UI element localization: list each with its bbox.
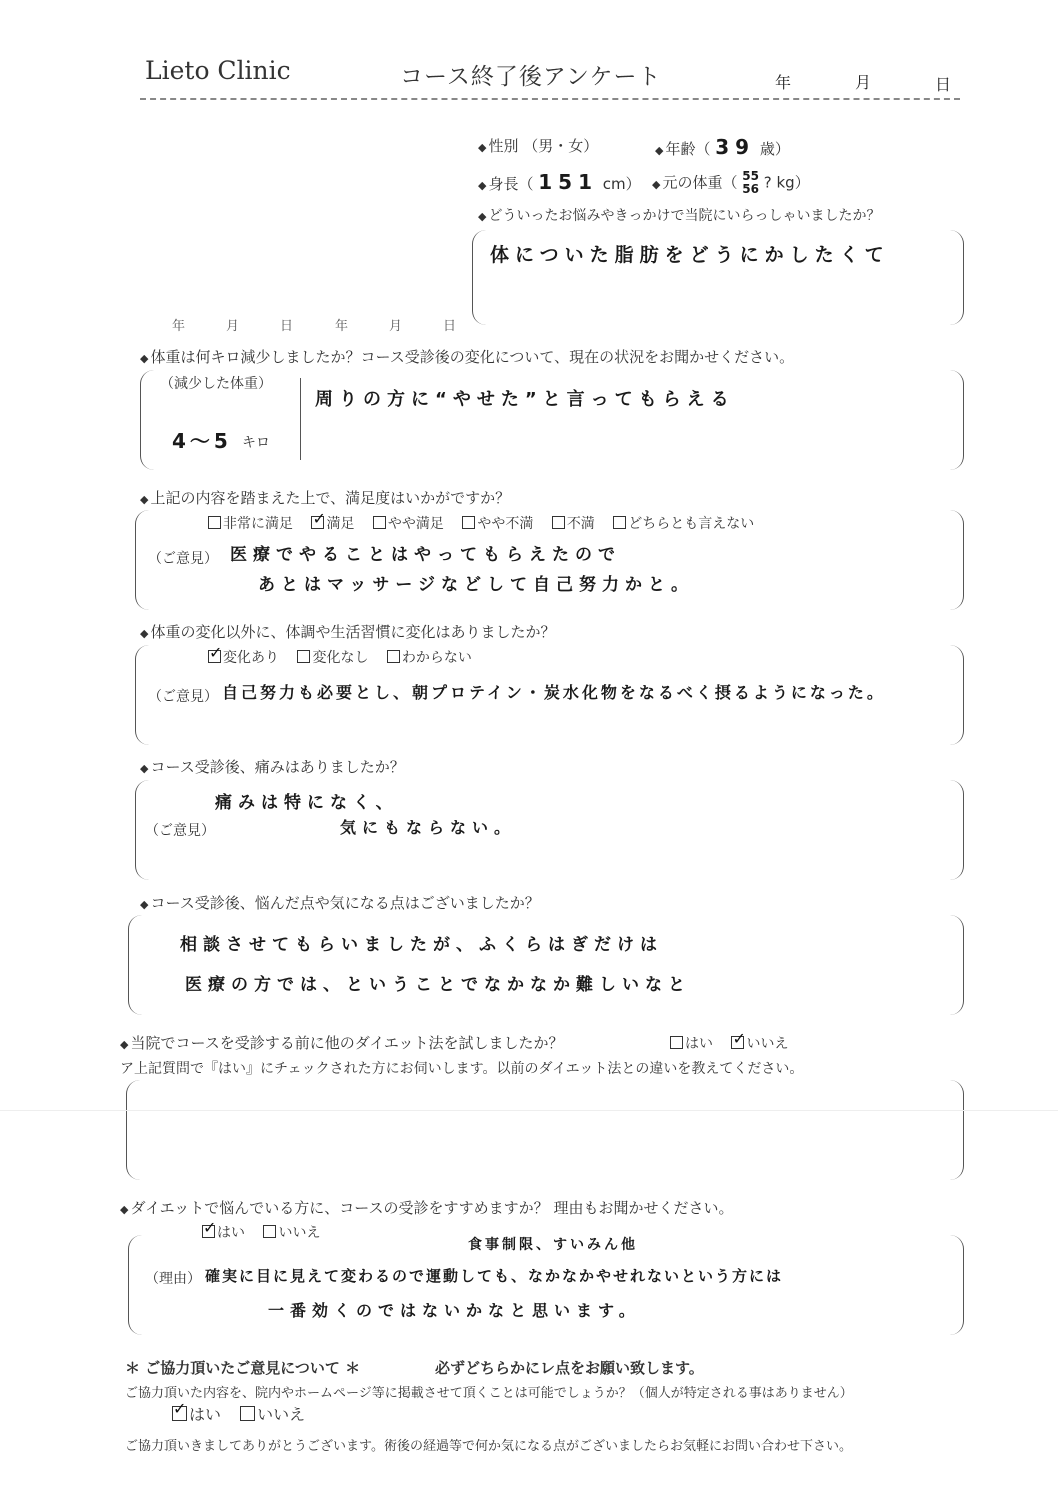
q1-question-text: 体重は何キロ減少しましたか？コース受診後の変化について、現在の状況をお聞かせください。 [150,348,795,366]
q6-option[interactable] [670,1036,713,1052]
footer-thanks: ご協力頂いきましてありがとうございます。術後の経過等で何か気になる点がございましたらお気軽にお問い合わせ下さい。 [125,1439,852,1454]
checkbox[interactable] [373,516,386,529]
q1-answer: 周りの方に“やせた”と言ってもらえる [315,389,735,410]
weight-value-a: 55 [742,169,759,183]
checkbox[interactable] [240,1406,255,1421]
diamond-icon: ◆ [478,179,487,192]
q7-reason-label: （理由） [145,1271,201,1287]
checkbox[interactable] [462,516,475,529]
reduced-weight-unit: キロ [242,435,270,451]
clinic-name: Lieto Clinic [145,56,291,85]
q6-sub-question: ア上記質問で『はい』にチェックされた方にお伺いします。以前のダイエット法との違いを教えてください。 [120,1061,804,1077]
photo-date-2: 年 月 日 [335,319,471,334]
q1-question [140,346,794,367]
checkbox-checked[interactable] [311,516,324,529]
height-label: 身長 [488,175,519,193]
q6-bracket-left [126,1080,145,1180]
q5-answer-line2: 医療の方では、ということでなかなか難しいなと [185,975,691,995]
diamond-icon: ◆ [140,762,149,775]
q1-bracket-left [140,370,159,470]
q7-answer-line1: 確実に目に見えて変わるので運動しても、なかなかやせれないという方には [205,1267,784,1285]
q3-question-text: 体重の変化以外に、体調や生活習慣に変化はありましたか？ [150,623,556,641]
age-value: 39 [715,135,756,159]
option-label: やや満足 [387,516,444,532]
q4-bracket-right [945,780,964,880]
diamond-icon: ◆ [655,144,664,157]
survey-title: コース終了後アンケート [400,64,662,90]
q4-answer-line2: 気にもならない。 [340,818,517,837]
option-label: 不満 [566,516,595,532]
date-month-label: 月 [855,73,872,92]
weight-label: 元の体重 [662,173,723,192]
reason-question-text: どういったお悩みやきっかけで当院にいらっしゃいましたか？ [488,208,881,224]
checkbox[interactable] [552,516,565,529]
checkbox[interactable] [208,516,221,529]
q7-option[interactable] [202,1225,245,1241]
age-field: ◆ 年齢（ 39 歳） [655,135,790,159]
footer-options [172,1402,319,1425]
diamond-icon: ◆ [120,1203,129,1216]
height-field: ◆ 身長（ 151 cm） [478,170,641,194]
checkbox-checked[interactable] [731,1036,744,1049]
option-label: はい [189,1405,222,1424]
q1-divider [300,378,301,460]
option-label: はい [685,1036,713,1052]
reason-bracket-right [945,230,964,325]
option-label: 満足 [326,516,355,532]
gender-label: 性別 [488,137,519,155]
checkbox[interactable] [387,650,400,663]
q6-option[interactable] [731,1036,788,1052]
diamond-icon: ◆ [652,177,661,191]
q2-answer-line2: あとはマッサージなどして自己努力かと。 [258,575,694,595]
option-label: 非常に満足 [223,516,293,532]
checkbox[interactable] [263,1225,276,1238]
diamond-icon: ◆ [120,1038,129,1051]
reduced-weight-label: （減少した体重） [160,376,272,392]
q2-bracket-right [945,510,964,610]
q5-question-text: コース受診後、悩んだ点や気になる点はございましたか？ [150,894,540,912]
q4-comment-label: （ご意見） [145,823,215,839]
q5-bracket-right [945,915,964,1015]
q1-bracket-right [945,370,964,470]
q3-answer: 自己努力も必要とし、朝プロテイン・炭水化物をなるべく摂るようになった。 [222,683,886,702]
q2-option[interactable] [552,516,595,532]
q3-comment-label: （ご意見） [148,689,218,705]
q6-question-text: 当院でコースを受診する前に他のダイエット法を試しましたか？ [130,1034,564,1052]
q5-question [140,892,540,913]
q7-question-text: ダイエットで悩んでいる方に、コースの受診をすすめますか？ 理由もお聞かせください。 [130,1199,734,1217]
gender-options: （男・女） [523,137,599,155]
q2-answer-line1: 医療でやることはやってもらえたので [230,545,621,565]
option-label: いいえ [746,1036,789,1052]
q7-option[interactable] [263,1225,320,1241]
q2-option[interactable] [311,516,354,532]
reason-bracket-left [472,230,491,325]
q5-bracket-left [128,915,147,1015]
q3-option[interactable] [208,650,279,666]
age-unit: 歳 [759,140,775,158]
q3-option[interactable] [387,650,472,666]
q7-insert: 食事制限、すいみん他 [468,1237,638,1253]
date-year-label: 年 [775,73,792,92]
checkbox[interactable] [297,650,310,663]
checkbox-checked[interactable] [208,650,221,663]
q4-question-text: コース受診後、痛みはありましたか？ [150,758,405,776]
checkbox[interactable] [613,516,626,529]
q2-question-text: 上記の内容を踏まえた上で、満足度はいかがですか？ [150,489,511,507]
q2-option[interactable] [462,516,533,532]
footer-option[interactable] [172,1405,221,1424]
q7-bracket-right [945,1235,964,1335]
q7-question [120,1197,733,1218]
q5-answer-line1: 相談させてもらいましたが、ふくらはぎだけは [180,935,663,955]
q2-comment-label: （ご意見） [148,551,218,567]
reason-answer: 体についた脂肪をどうにかしたくて [490,244,890,266]
q6-question [120,1032,564,1053]
option-label: わからない [401,650,472,666]
q2-question [140,487,510,508]
header-divider [140,98,960,100]
option-label: いいえ [257,1405,306,1424]
footer-title: ＊ ご協力頂いたご意見について ＊ [125,1359,361,1377]
q2-options [208,513,768,533]
option-label: 変化あり [223,650,279,666]
q7-options [202,1222,334,1242]
age-label: 年齢 [665,140,696,158]
reduced-weight-value: 4〜5 [172,429,232,453]
weight-unit: ? kg [763,173,795,192]
q4-question [140,756,405,777]
height-unit: cm [602,175,626,193]
diamond-icon: ◆ [140,627,149,640]
diamond-icon: ◆ [140,898,149,911]
photo-date-1: 年 月 日 [172,319,308,334]
q6-bracket-right [945,1080,964,1180]
footer-notice: 必ずどちらかにレ点をお願い致します。 [435,1359,704,1377]
option-label: はい [217,1225,245,1241]
q2-option[interactable] [373,516,444,532]
checkbox-checked[interactable] [172,1406,187,1421]
option-label: どちらとも言えない [628,516,755,532]
option-label: 変化なし [312,650,369,666]
footer-question: ご協力頂いた内容を、院内やホームページ等に掲載させて頂くことは可能でしょうか？（個人が特定される事はありません） [125,1386,853,1401]
option-label: いいえ [278,1225,321,1241]
q2-option[interactable] [208,516,293,532]
weight-value-b: 56 [742,182,759,196]
checkbox-checked[interactable] [202,1225,215,1238]
diamond-icon: ◆ [478,210,487,223]
gender-field [478,135,598,156]
height-value: 151 [538,170,599,194]
weight-field: ◆ 元の体重（ 55 56 ? kg） [652,169,810,196]
option-label: やや不満 [477,516,534,532]
q3-option[interactable] [297,650,368,666]
q4-answer-line1: 痛みは特になく、 [215,793,399,813]
date-day-label: 日 [935,75,952,94]
diamond-icon: ◆ [140,352,149,365]
checkbox[interactable] [670,1036,683,1049]
q3-question [140,621,555,642]
reason-question [478,205,880,225]
footer-option[interactable] [240,1405,305,1424]
diamond-icon: ◆ [140,493,149,506]
q2-option[interactable] [613,516,754,532]
scan-line [0,1110,1058,1111]
q3-options [208,647,486,667]
q6-options [670,1033,802,1053]
q3-bracket-right [945,645,964,745]
q7-answer-line2: 一番効くのではないかなと思います。 [268,1301,641,1320]
diamond-icon: ◆ [478,141,487,154]
